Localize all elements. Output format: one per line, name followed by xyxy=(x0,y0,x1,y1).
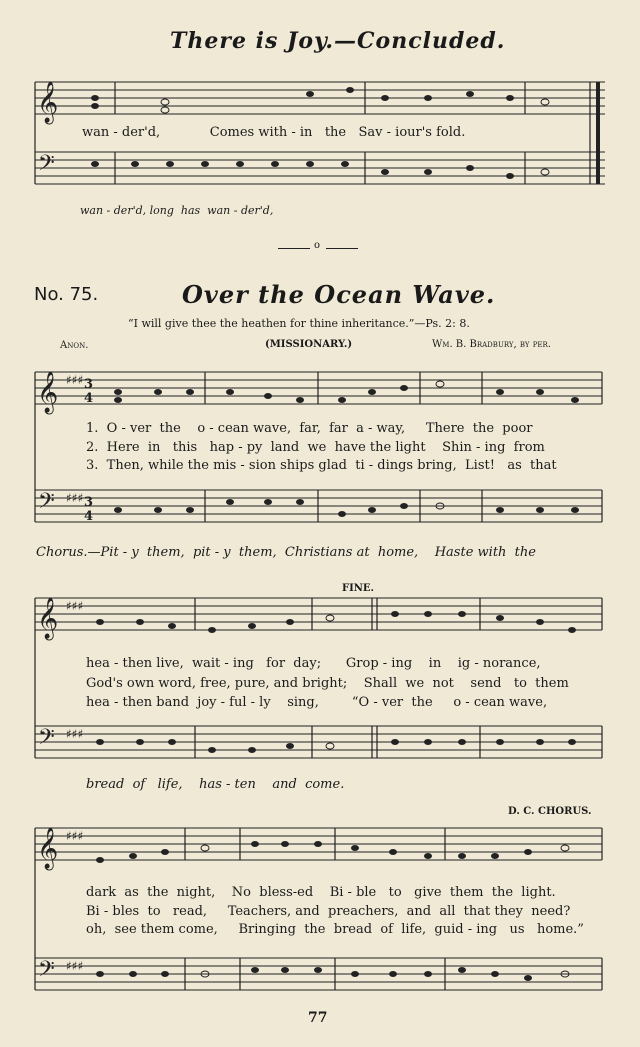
bass-clef-icon: 𝄢 xyxy=(38,957,55,987)
key-sharps-bass: ♯♯♯ xyxy=(66,727,84,741)
treble-clef-icon: 𝄞 xyxy=(37,828,59,869)
system3-verse1: dark as the night, No bless-ed Bi - ble to give them the light. xyxy=(86,885,556,900)
system1-verse1: 1. O - ver the o - cean wave, far, far a - way, There the poor xyxy=(86,421,533,436)
hymn-number: No. 75. xyxy=(34,284,99,305)
treble-staff xyxy=(35,598,602,630)
key-sharps-treble: ♯♯♯ xyxy=(66,829,84,843)
concluded-bass-lyric: wan - der'd, long has wan - der'd, xyxy=(80,204,274,217)
time-signature-bass-b: 4 xyxy=(84,509,94,524)
system2-verse1: hea - then live, wait - ing for day; Grop - ing in ig - norance, xyxy=(86,656,541,671)
system2-verse3: hea - then band joy - ful - ly sing, “O - ver the o - cean wave, xyxy=(86,695,548,710)
bass-clef-icon: 𝄢 xyxy=(38,489,55,519)
treble-clef-icon: 𝄞 xyxy=(37,598,59,639)
tune-name: (MISSIONARY.) xyxy=(265,339,353,350)
key-sharps-bass: ♯♯♯ xyxy=(66,959,84,973)
bass-staff xyxy=(35,726,602,758)
page-number: 77 xyxy=(308,1010,328,1026)
epigraph: “I will give thee the heathen for thine inheritance.”—Ps. 2: 8. xyxy=(128,317,470,330)
time-signature-bass: 3 xyxy=(84,495,94,510)
system1-verse2: 2. Here in this hap - py land we have the light Shin - ing from xyxy=(86,440,545,455)
time-signature-treble: 3 xyxy=(84,377,94,392)
bass-staff xyxy=(35,958,602,990)
hymn-title: Over the Ocean Wave. xyxy=(182,280,496,309)
bass-clef-icon: 𝄢 xyxy=(38,725,55,755)
system2-verse2: God's own word, free, pure, and bright; Shall we not send to them xyxy=(86,676,569,691)
bass-staff xyxy=(35,152,605,184)
time-signature-treble-b: 4 xyxy=(84,391,94,406)
system3-verse3: oh, see them come, Bringing the bread of life, guid - ing us home.” xyxy=(86,922,584,937)
divider-ornament: o xyxy=(314,240,321,251)
system3-verse2: Bi - bles to read, Teachers, and preachers, and all that they need? xyxy=(86,904,571,919)
lyricist: Anon. xyxy=(60,340,89,351)
treble-clef-icon: 𝄞 xyxy=(37,82,59,123)
page-title: There is Joy.—Concluded. xyxy=(170,28,506,54)
system2-chorus: bread of life, has - ten and come. xyxy=(86,777,345,792)
fine-marker: FINE. xyxy=(342,583,375,594)
key-sharps-treble: ♯♯♯ xyxy=(66,599,84,613)
key-sharps-bass: ♯♯♯ xyxy=(66,491,84,505)
bass-clef-icon: 𝄢 xyxy=(38,151,55,181)
section-divider xyxy=(278,242,358,254)
key-sharps-treble: ♯♯♯ xyxy=(66,373,84,387)
system1-chorus: Chorus.—Pit - y them, pit - y them, Christians at home, Haste with the xyxy=(36,545,536,560)
dc-chorus-marker: D. C. CHORUS. xyxy=(508,806,592,817)
system1-verse3: 3. Then, while the mis - sion ships glad ti - dings bring, List! as that xyxy=(86,458,557,473)
treble-staff xyxy=(35,82,605,114)
concluded-treble-lyric: wan - der'd, Comes with - in the Sav - iour's fold. xyxy=(82,125,466,140)
composer-credit: Wm. B. Bradbury, by per. xyxy=(432,339,551,350)
treble-clef-icon: 𝄞 xyxy=(37,372,59,413)
